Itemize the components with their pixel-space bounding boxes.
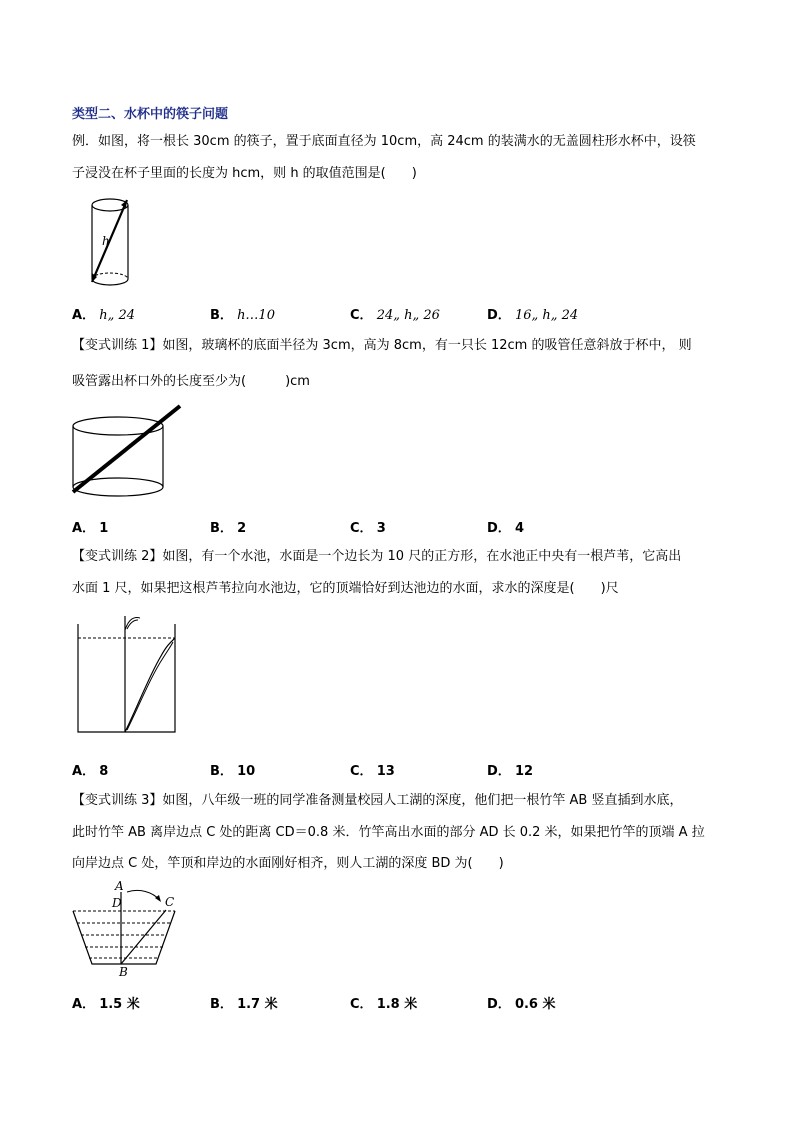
q2-option-a[interactable]: A． 8 — [72, 764, 109, 779]
example-figure-cylinder — [80, 195, 140, 295]
section-title: 类型二、水杯中的筷子问题 — [72, 107, 229, 122]
example-option-c[interactable]: C． 24„ h„ 26 — [350, 308, 440, 323]
q3-label-a: A — [115, 879, 124, 893]
example-option-b[interactable]: B． h…10 — [210, 308, 275, 323]
q3-label-b: B — [119, 965, 128, 979]
q1-option-d[interactable]: D． 4 — [487, 521, 524, 536]
q1-figure-glass — [68, 402, 188, 502]
q2-text-line-1: 【变式训练 2】如图，有一个水池，水面是一个边长为 10 尺的正方形，在水池正中央有一根芦苇，它高出 — [72, 549, 682, 564]
q1-text-line-1: 【变式训练 1】如图，玻璃杯的底面半径为 3cm，高为 8cm，有一只长 12cm 的吸管任意斜放于杯中， 则 — [72, 338, 692, 353]
q2-option-b[interactable]: B． 10 — [210, 764, 256, 779]
q1-option-a[interactable]: A． 1 — [72, 521, 109, 536]
q1-option-c[interactable]: C． 3 — [350, 521, 386, 536]
q3-text-line-3: 向岸边点 C 处，竿顶和岸边的水面刚好相齐，则人工湖的深度 BD 为( ) — [72, 856, 504, 871]
q3-option-a[interactable]: A． 1.5 米 — [72, 997, 140, 1012]
example-text-line-2: 子浸没在杯子里面的长度为 hcm，则 h 的取值范围是( ) — [72, 166, 417, 181]
q2-option-d[interactable]: D． 12 — [487, 764, 534, 779]
q3-option-c[interactable]: C． 1.8 米 — [350, 997, 418, 1012]
q3-option-b[interactable]: B． 1.7 米 — [210, 997, 278, 1012]
q2-figure-pool — [75, 612, 180, 737]
q3-text-line-1: 【变式训练 3】如图，八年级一班的同学准备测量校园人工湖的深度，他们把一根竹竿 AB 竖直插到水底， — [72, 793, 683, 808]
example-figure-label-h: h — [102, 234, 110, 248]
q2-text-line-2: 水面 1 尺，如果把这根芦苇拉向水池边，它的顶端恰好到达池边的水面，求水的深度是( )尺 — [72, 581, 619, 596]
q3-option-d[interactable]: D． 0.6 米 — [487, 997, 556, 1012]
q3-label-d: D — [112, 896, 122, 910]
q3-figure-lake — [70, 878, 180, 978]
example-option-a[interactable]: A． h„ 24 — [72, 308, 135, 323]
q3-label-c: C — [165, 895, 175, 909]
q1-text-line-2: 吸管露出杯口外的长度至少为( )cm — [72, 374, 310, 389]
q1-option-b[interactable]: B． 2 — [210, 521, 247, 536]
q3-text-line-2: 此时竹竿 AB 离岸边点 C 处的距离 CD＝0.8 米．竹竿高出水面的部分 AD 长 0.2 米，如果把竹竿的顶端 A 拉 — [72, 825, 705, 840]
example-text-line-1: 例．如图，将一根长 30cm 的筷子，置于底面直径为 10cm，高 24cm 的装满水的无盖圆柱形水杯中，设筷 — [72, 134, 696, 149]
example-option-d[interactable]: D． 16„ h„ 24 — [487, 308, 579, 323]
q2-option-c[interactable]: C． 13 — [350, 764, 395, 779]
